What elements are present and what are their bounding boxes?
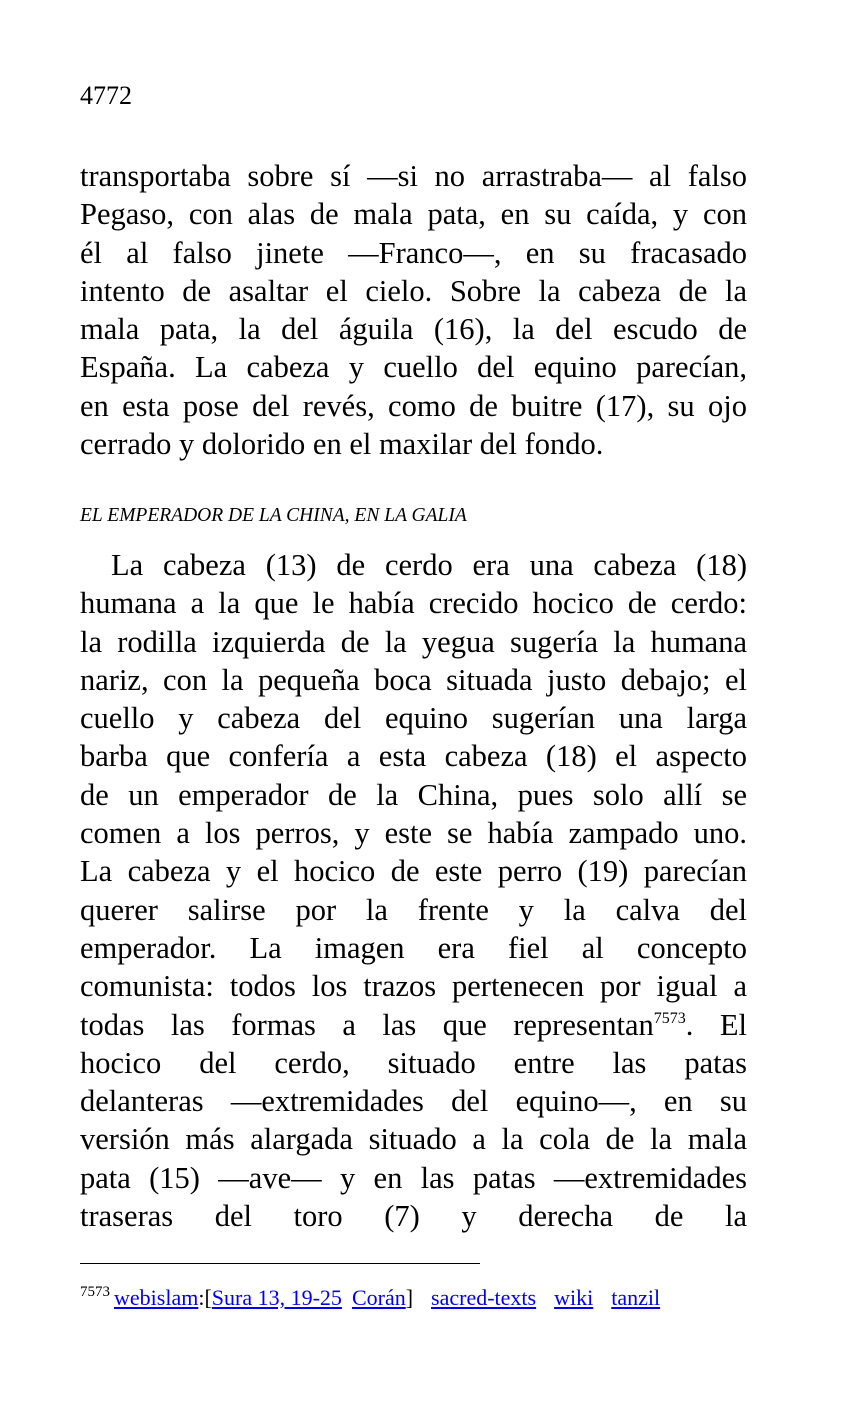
paragraph-line: La cabeza (13) de cerdo era una cabeza (18) xyxy=(111,548,747,582)
footnote-reference[interactable]: 7573 xyxy=(653,1009,686,1027)
paragraph-line: La cabeza y el hocico de este perro (19) parecían xyxy=(80,854,747,889)
paragraph-line: comen a los perros, y este se había zampado uno. xyxy=(80,816,747,851)
paragraph-line: transportaba sobre sí —si no arrastraba— al falso xyxy=(80,159,747,193)
footnote-punctuation: ] xyxy=(405,1285,414,1310)
paragraph-line: emperador. La imagen era fiel al concepto xyxy=(80,930,747,965)
tanzil-link[interactable]: tanzil xyxy=(611,1285,661,1310)
wiki-link[interactable]: wiki xyxy=(554,1285,594,1310)
coran-link[interactable]: Corán xyxy=(351,1285,406,1310)
paragraph-line: pata (15) —ave— y en las patas —extremidades xyxy=(80,1160,747,1195)
paragraph-line: de un emperador de la China, pues solo allí se xyxy=(80,777,747,812)
paragraph-line: querer salirse por la frente y la calva del xyxy=(80,892,747,927)
webislam-link[interactable]: webislam xyxy=(114,1285,199,1310)
paragraph-line: comunista: todos los trazos pertenecen por igual a xyxy=(80,969,747,1004)
paragraph-2 xyxy=(80,546,747,1235)
paragraph-text: . El xyxy=(685,1007,747,1042)
page-number: 4772 xyxy=(80,81,132,110)
paragraph-line: mala pata, la del águila (16), la del escudo de xyxy=(80,312,747,347)
paragraph-line-with-footnote-ref xyxy=(80,1006,747,1044)
paragraph-line: hocico del cerdo, situado entre las patas xyxy=(80,1045,747,1080)
paragraph-line: cuello y cabeza del equino sugerían una larga xyxy=(80,701,747,736)
footnote-number: 7573 xyxy=(80,1284,110,1300)
paragraph-text: todas las formas a las que representan xyxy=(80,1007,654,1042)
paragraph-line: versión más alargada situado a la cola de la mala xyxy=(80,1122,747,1157)
footnote-punctuation: :[ xyxy=(198,1285,212,1310)
paragraph-line: la rodilla izquierda de la yegua sugería la humana xyxy=(80,624,747,659)
sacred-texts-link[interactable]: sacred-texts xyxy=(431,1285,537,1310)
paragraph-line: intento de asaltar el cielo. Sobre la cabeza de la xyxy=(80,273,747,308)
paragraph-line: Pegaso, con alas de mala pata, en su caída, y con xyxy=(80,197,747,232)
sura-link[interactable]: Sura 13, 19-25 xyxy=(211,1285,342,1310)
paragraph-line: en esta pose del revés, como de buitre (17), su ojo xyxy=(80,388,747,423)
paragraph-line: delanteras —extremidades del equino—, en su xyxy=(80,1084,747,1119)
footnote xyxy=(80,1284,660,1315)
footnote-divider xyxy=(80,1263,480,1264)
paragraph-line: traseras del toro (7) y derecha de la xyxy=(80,1199,747,1234)
paragraph-line: cerrado y dolorido en el maxilar del fondo. xyxy=(80,427,604,462)
paragraph-line: humana a la que le había crecido hocico de cerdo: xyxy=(80,586,747,621)
paragraph-1 xyxy=(80,157,747,463)
paragraph-line: barba que confería a esta cabeza (18) el aspecto xyxy=(80,739,747,774)
paragraph-line: España. La cabeza y cuello del equino parecían, xyxy=(80,350,747,385)
section-heading: EL EMPERADOR DE LA CHINA, EN LA GALIA xyxy=(80,505,467,526)
paragraph-line: él al falso jinete —Franco—, en su fracasado xyxy=(80,235,747,270)
paragraph-line: nariz, con la pequeña boca situada justo debajo; el xyxy=(80,662,747,697)
